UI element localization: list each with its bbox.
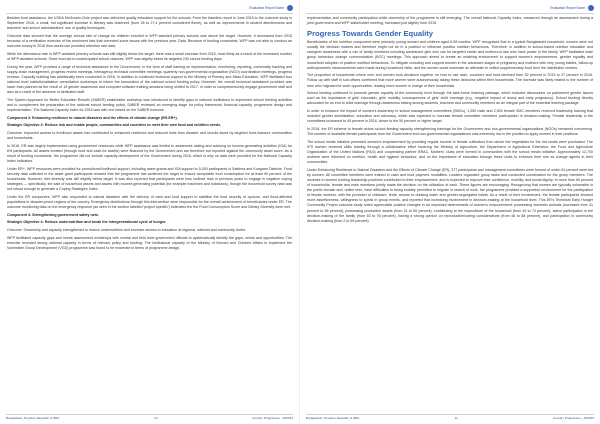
paragraph [7,116,292,121]
page-footer [306,414,594,421]
page-right [300,0,600,424]
paragraph: During the year, WFP provided a range of technical assistance to the Government, in the form of staff training on implementation, monitoring, reporting, commodity tracking and supply-chain management, progress review meetings, interagency technical committee meetings, quarterly non-governmental organization (NGO) coordination meetings, progress reviews. Capacity building has additionally been conducted in 2016, in addition to continued technical support to the Ministry of Primary and Mass Education, WFP facilitated four national level institutionalisation consultation workshops to inform the formulation of the national school feeding policy. However, the overall technical assistance provided was lower than planned as the result of 15 gender awareness and computer software training sessions being shifted to 2017, in order to comprehensively engage government staff and also as a result of the absence of dedicated staff. [7,64,292,94]
wfp-logo-icon [588,5,594,11]
header-divider [6,13,293,14]
paragraph: Under Enhancing Resilience to Natural Disasters and the Effects of Climate Change (ER), 377 participants and management committees were formed of which 61 percent were led by women. All committee members were trained in cash and food payment modalities. Leaders organised group tasks and conducted coordination for the group members. The increase in women holding leadership positions contributed to their empowerment, and is expected to improve their confidence, mobility, and social dignity. In more than 60 percent of households, female and male members jointly made the decision on the utilisation of cash. These figures are encouraging. Recognizing that women are typically vulnerable in the public domain and, unlike men, have difficulties in being socially permitted to migrate in search of work, the programme provided a supportive environment for the participation of female workers, with the provision of childcare, tents, access to drinking water and gender-segregated toilets. As a result of their involvement, the female participants showed more assertiveness, willingness to speak in group events, and reported that increasing involvement in decision-making at the household level. This ER's Technical Early Hunger Community Project outcome study noted appreciable positive changes in six important determinants of women's empowerment: possessing domestic animals (increased from 31 percent to 56 percent), possessing productive assets (from 21 to 55 percent), contributing to the expenditure of the household (from 45 to 74 percent), active participation in the decision-making of the family (from 63 to 93 percent), having a strong opinion on reproductive/caring considerations (from 48 to 88 percent), and participation in community decision-making (from 2 to 59 percent). [307,167,593,223]
strategic-objective: Strategic Objective 4: Reduce undernutrition and break the intergenerational cycle of hunger. [7,220,167,225]
component-heading: Component 4: Strengthening government safety nets. [7,212,99,217]
header-divider [306,13,594,14]
paragraph: In 2016, ER was largely implemented using government resources while WFP assistance was limited to awareness raising and advising on income-generating activities (IGA) for 6% participants. All assets created (through food and cash-for assets) were financed by the Government and are therefore not reported against the community asset score. As a result of funding constraints, the programme did not include capacity development of the Government during 2016, which is why no data were provided for the National Capacity Index indicators. [7,143,292,163]
footer-country: Bangladesh, People's Republic of (BD) [6,415,60,420]
paragraph: In order to enhance the impact of women's leadership in school management committees (SMCs), 1,250 male and 2,500 female SMC members received leadership training that included gender sensitisation, education and advocacy, which was expected to increase female committee members' participation in decision-making. Female leadership in the committees increased to 45 percent in 2016, closer to the 50 percent or higher target. [307,109,593,124]
paragraph: Outcome data showed that the average annual rate of change for children enrolled in WFP-assisted primary schools was above the target. However, it decreased from 2015 because of a verification exercise of the enrolment lists that corrected some issues with the previous year. Data. Because of funding constraints, WFP was not able to conduct an outcome survey in 2016 thus would use provided retention rate data. [7,33,292,49]
paragraph: Under the ER component, WFP also responded to natural disasters with the delivery of cash and food support to stabilise the food security of cyclone- and flood-affected populations in disaster-prone regions of the country. Emergency distributions through this intervention were responsible for the overall achievement of beneficiaries under ER. The outcome monitoring data on the emergency response (as seen in the section labelled 'project specific') estimated the the Food Consumption Score and Dietary Diversity were met. [7,194,292,209]
header-title: Evaluation Report Name [550,6,585,10]
paragraph: WFP facilitated capacity gaps and needs assessment workshops with central and field level government officials to systematically identify the gaps, needs and opportunities. The exercise revealed strong national capacity in terms of relevant policy and funding. The institutional capacity of the Ministry of Women and Children Affairs to implement the Vulnerable Group Development (VGD) programme was found to be moderate in terms of programme design, [7,235,292,250]
page-header [249,4,293,12]
page-number: 10 [154,415,158,420]
paragraph: Besides food assistance, the USDA McGovern-Dole project also delivered quality education support for the schools. From the baseline report in June 2015 to the outcome study in September 2016, a small, not significant increase in literacy was observed (from 26 to 27.4 percent considered fluent), as well as improvements in student attentiveness and teachers' and school administrators' use of quality techniques. [7,16,292,31]
paragraph: In 2016, the ER scheme to female actors school feeding capacity strengthening trainings for the Government and non-governmental organizations (NGOs) remained concerning. The number of available female participants from the Government and non-governmental organizations was extremely low in the position to apply women in their positions. [307,126,593,137]
page-number: 11 [454,415,458,420]
paragraph: The proportion of households where men and women took decisions together on how to use cash, vouchers and food declined from 52 percent in 2015 to 27 percent in 2016. Follow-up with staff in sub-offices confirmed that more women were autonomously taking these decisions within their households. The increase was likely related to the number of men who migrated for work opportunities, leaving more women in charge of their households. [307,73,593,88]
paragraph: The System Approach for Better Education Results (SABER) stakeholder workshop was introduced to identify gaps in national institutions to implement school feeding activities and to complement the preparation of the national school feeding policy. SABER reviewed an emerging stage for policy framework, financial capacity, programme design and implementation. The National Capacity Index for 2016 was with one based on the SABER exercise. [7,97,292,112]
header-title: Evaluation Report Name [249,6,284,10]
left-page-body [7,16,292,412]
paragraph: implementation and community participation while ownership of the programme is still emerging. The overall National Capacity Index, measured through an assessment during a joint government and WFP stakeholder meeting, increased just slightly from 2015. [307,16,593,26]
footer-country: Bangladesh, People's Republic of (BD) [306,415,360,420]
paragraph: Beneficiaries of the nutrition component were primarily young women and children aged 6-59 months. WFP recognised that in a typical Bangladeshi household, women were not usually the decision makers and therefore might not be in a position to influence positive nutrition behaviours. Therefore, in addition to school-based nutrition education and caregiver awareness with a mix of family members including adolescent girls who can be targeted earlier and mothers-in-law who have power in the family, WFP facilitated male group behaviour change communication (BCC) meetings. This approach aimed to create an enabling environment to support women's empowerment, gender equality and household adoption of positive nutrition behaviours. To mitigate crowding and support women in the advanced stages of pregnancy and mothers with very young babies, follow-up anthropometric measurements were made during household visits, and the women could nominate an alternate to collect supplementary food from the distribution centres. [307,40,593,70]
paragraph: Outcome: Improved access to livelihood assets has contributed to enhanced resilience and reduced risks from disaster and shocks faced by targeted food-insecure communities and households. [7,130,292,141]
footer-programme: Country Programme - 200243 [553,415,594,420]
section-title: Progress Towards Gender Equality [307,29,434,39]
paragraph: School feeding continued to promote gender equality at the community level through the take-home learning package, which included discussions on parliament gender issues such as the importance of girls' education, girls' mobility, consequences of girls' child marriage (e.g., negative impact of dowry and early pregnancy). School feeding directly advocated for an end to child marriage through awareness raising among students, teachers and community members as an integral part of the essential learning package. [307,91,593,106]
paragraph: While the attendance rate in WFP-assisted primary schools was still slightly below the target, there was a small increase from 2015, most likely as a result of the increased number of WFP-assisted schools. Since food aid to unanticipated school closures, WFP was slightly below its targeted 240 school feeding days. [7,51,292,61]
paragraph [7,220,292,225]
wfp-logo-icon [287,5,293,11]
paragraph: Under ER+, WFP resources were provided for promotional livelihood support, including asset grants and IGA support to 5,000 participants in Satkhira and Kurigram Districts. Food security data collected in the asset grant participants showed that the programme has achieved the target to ensure acceptable food consumption for at least 90 percent of the households. However, diet diversity was still slightly below target. It was also reported that participants were less inclined than in previous years to engage in negative coping strategies — specifically, the sale of household assets and assets with income-generating potential (for example machines and rickshaws), though the household survey data was not robust enough to generate a Coping Strategies Index. [7,166,292,192]
paragraph [7,123,292,128]
page-footer [6,414,293,421]
paragraph: The school meals initiative promoted women's empowerment by providing regular income to female cultivators from whom the vegetables for the hot meals were purchased. The 570 women received skills training through a collaborative effort involving the Ministry of Agriculture, the Department of Agricultural Extension, the Food and Agriculture Organization of the United Nations (FAO) and cooperating partner BRAC. Mothers' clubs were formed in communities with the school meals initiative. Approximately 12,700 mothers were informed on nutrition, health and hygiene behaviour, and on the importance of education through these clubs to enhance their role as change agents in their communities. [307,139,593,165]
right-page-body [307,16,593,412]
strategic-objective: Strategic Objective 3: Reduce risk and enable people, communities and countries to meet their own food and nutrition needs. [7,123,222,128]
page-header [550,4,594,12]
paragraph [7,213,292,218]
paragraph: Outcome: Ownership and capacity strengthened to reduce undernutrition and increase access to education at regional, national and community levels. [7,228,247,232]
footer-programme: Country Programme - 200243 [252,415,293,420]
component-heading: Component 3: Enhancing resilience to natural disasters and the effects of climate change (ER-ER+). [7,115,178,120]
